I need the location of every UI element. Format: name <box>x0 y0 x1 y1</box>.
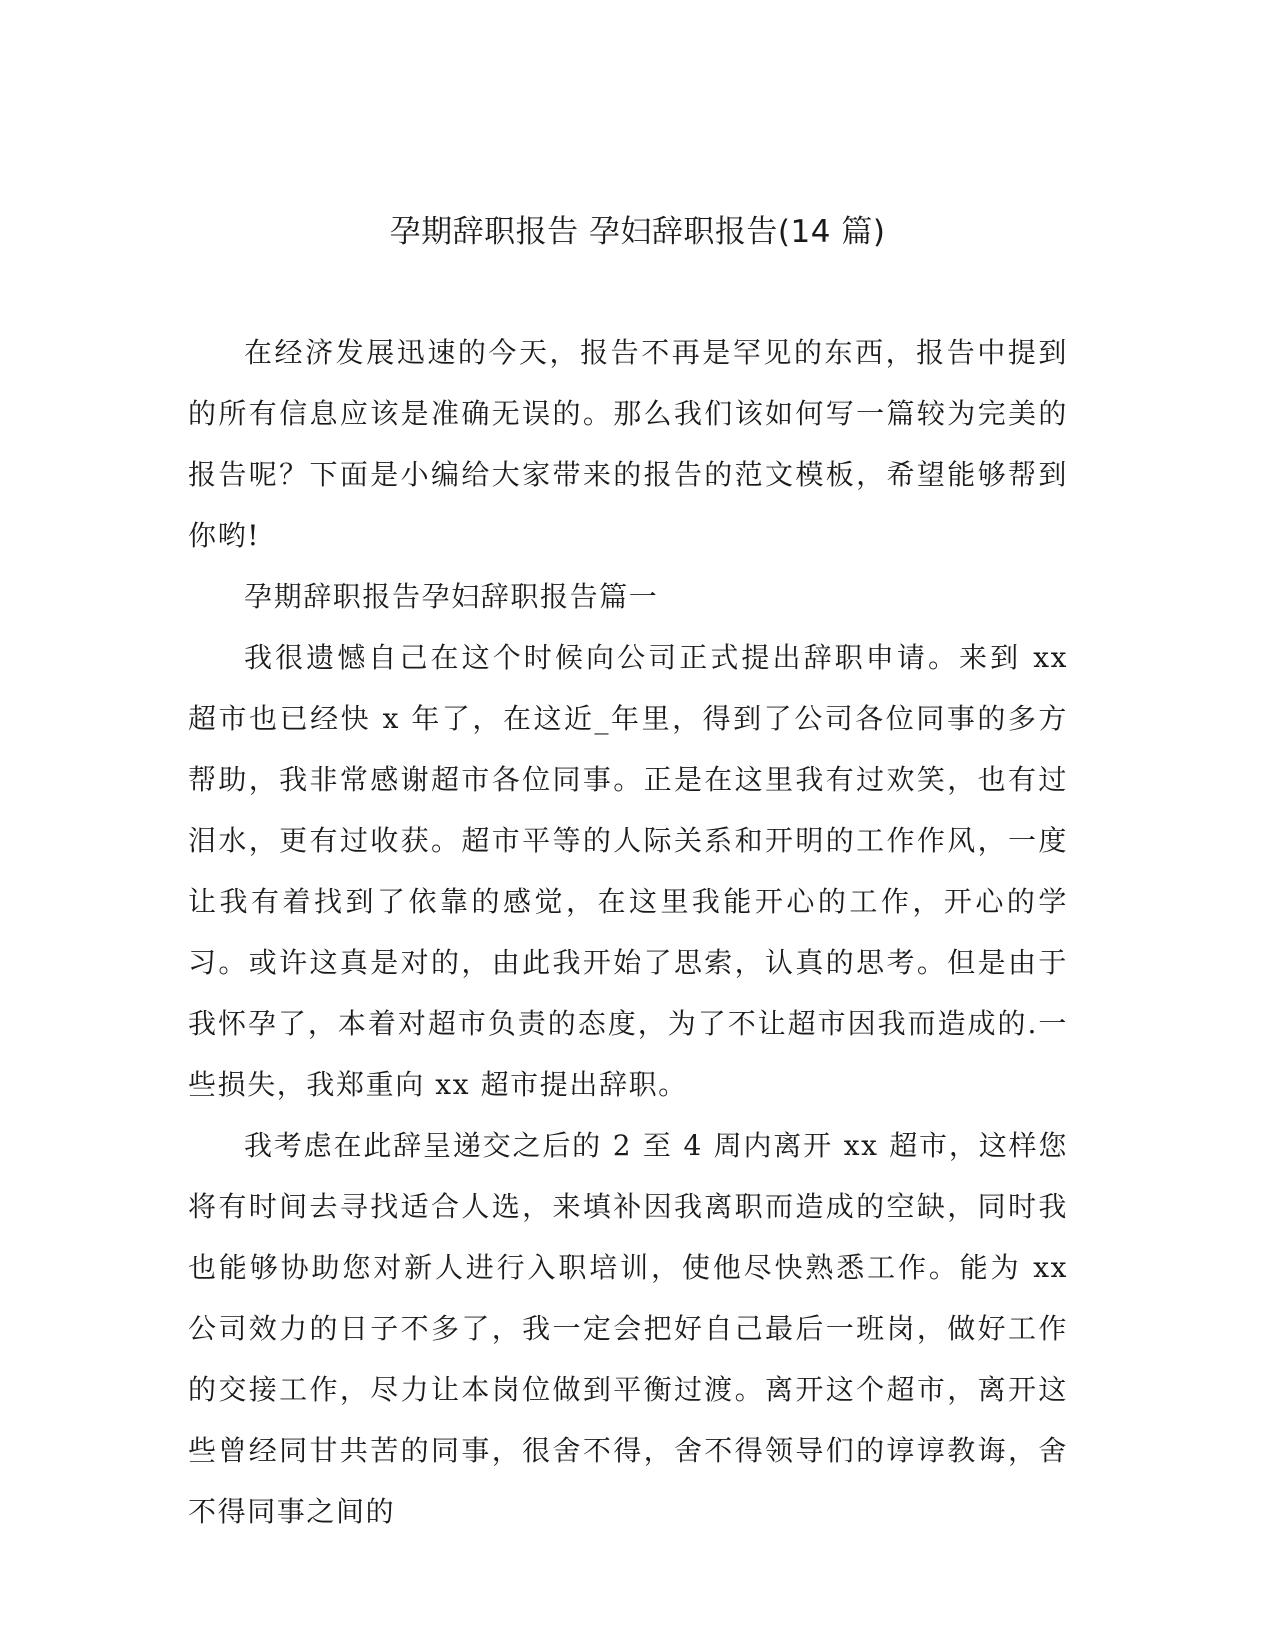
document-title: 孕期辞职报告 孕妇辞职报告(14 篇) <box>389 214 886 250</box>
intro-paragraph: 在经济发展迅速的今天，报告不再是罕见的东西，报告中提到的所有信息应该是准确无误的。那么我们该如何写一篇较为完美的报告呢？下面是小编给大家带来的报告的范文模板，希望能够帮到你哟! <box>188 336 1068 552</box>
section-heading: 孕期辞职报告孕妇辞职报告篇一 <box>244 580 659 613</box>
body-paragraph: 我考虑在此辞呈递交之后的 2 至 4 周内离开 xx 超市，这样您将有时间去寻找适合人选，来填补因我离职而造成的空缺，同时我也能够协助您对新人进行入职培训，使他尽快熟悉工作。能为 xx 公司效力的日子不多了，我一定会把好自己最后一班岗，做好工作的交接工作，尽力让本岗位做到平衡过渡。离开这个超市，离开这些曾经同甘共苦的同事，很舍不得，舍不得领导们的谆谆教诲，舍不得同事之间的 <box>188 1129 1068 1528</box>
body-paragraph: 我很遗憾自己在这个时候向公司正式提出辞职申请。来到 xx 超市也已经快 x 年了，在这近_年里，得到了公司各位同事的多方帮助，我非常感谢超市各位同事。正是在这里我有过欢笑，也有过泪水，更有过收获。超市平等的人际关系和开明的工作作风，一度让我有着找到了依靠的感觉，在这里我能开心的工作，开心的学习。或许这真是对的，由此我开始了思索，认真的思考。但是由于我怀孕了，本着对超市负责的态度，为了不让超市因我而造成的.一些损失，我郑重向 xx 超市提出辞职。 <box>188 641 1068 1101</box>
document-body <box>188 322 1068 1542</box>
